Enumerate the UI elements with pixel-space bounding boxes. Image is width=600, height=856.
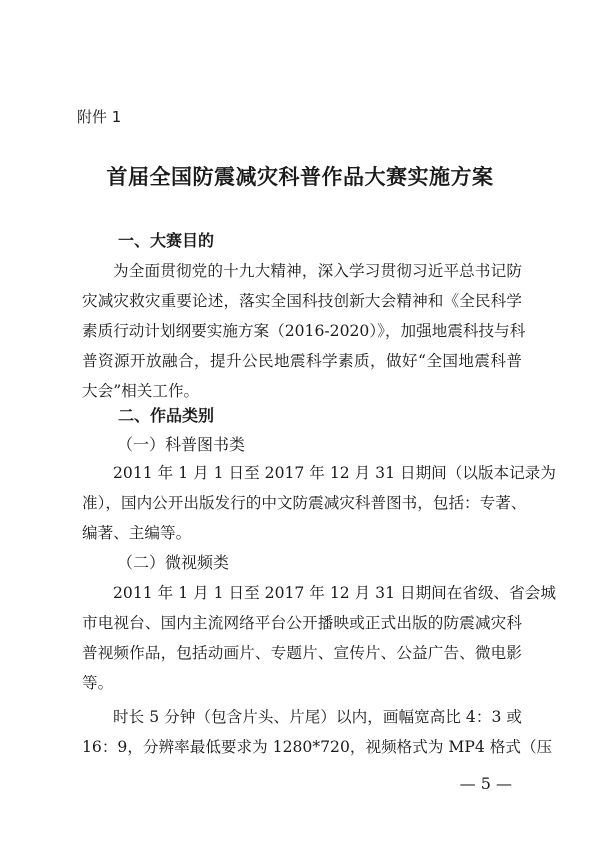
paragraph-videos — [82, 578, 556, 698]
paragraph-line: 大会”相关工作。 — [82, 382, 200, 400]
paragraph-line: 2011 年 1 月 1 日至 2017 年 12 月 31 日期间在省级、省会城 — [113, 584, 556, 602]
paragraph-line: 素质行动计划纲要实施方案（2016-2020）》，加强地震科技与科 — [82, 322, 526, 340]
paragraph-line: 准），国内公开出版发行的中文防震减灾科普图书，包括：专著、 — [82, 494, 527, 512]
paragraph-line: 等。 — [82, 674, 114, 692]
paragraph-video-specs — [82, 702, 553, 762]
document-title: 首届全国防震减灾科普作品大赛实施方案 — [106, 165, 494, 189]
paragraph-line: 灾减灾救灾重要论述，落实全国科技创新大会精神和《全民科学 — [82, 292, 522, 310]
paragraph-line: 时长 5 分钟（包含片头、片尾）以内，画幅宽高比 4：3 或 — [113, 708, 522, 726]
paragraph-line: 为全面贯彻党的十九大精神，深入学习贯彻习近平总书记防 — [113, 262, 522, 280]
section-heading-purpose: 一、大赛目的 — [118, 231, 215, 250]
paragraph-line: 普资源开放融合，提升公民地震科学素质，做好“全国地震科普 — [82, 352, 522, 370]
attachment-label: 附件 1 — [77, 108, 122, 126]
paragraph-line: 市电视台、国内主流网络平台公开播映或正式出版的防震减灾科 — [82, 614, 522, 632]
paragraph-line: 2011 年 1 月 1 日至 2017 年 12 月 31 日期间（以版本记录为 — [113, 464, 556, 482]
subsection-heading-videos: （二）微视频类 — [117, 553, 230, 572]
paragraph-line: 普视频作品，包括动画片、专题片、宣传片、公益广告、微电影 — [82, 644, 522, 662]
paragraph-line: 编著、主编等。 — [82, 524, 192, 542]
paragraph-purpose — [82, 256, 526, 406]
paragraph-books — [82, 458, 556, 548]
paragraph-line: 16：9，分辨率最低要求为 1280*720，视频格式为 MP4 格式（压 — [82, 738, 553, 756]
section-heading-categories: 二、作品类别 — [118, 406, 215, 425]
subsection-heading-books: （一）科普图书类 — [117, 435, 246, 454]
page-number: — 5 — — [459, 774, 512, 793]
